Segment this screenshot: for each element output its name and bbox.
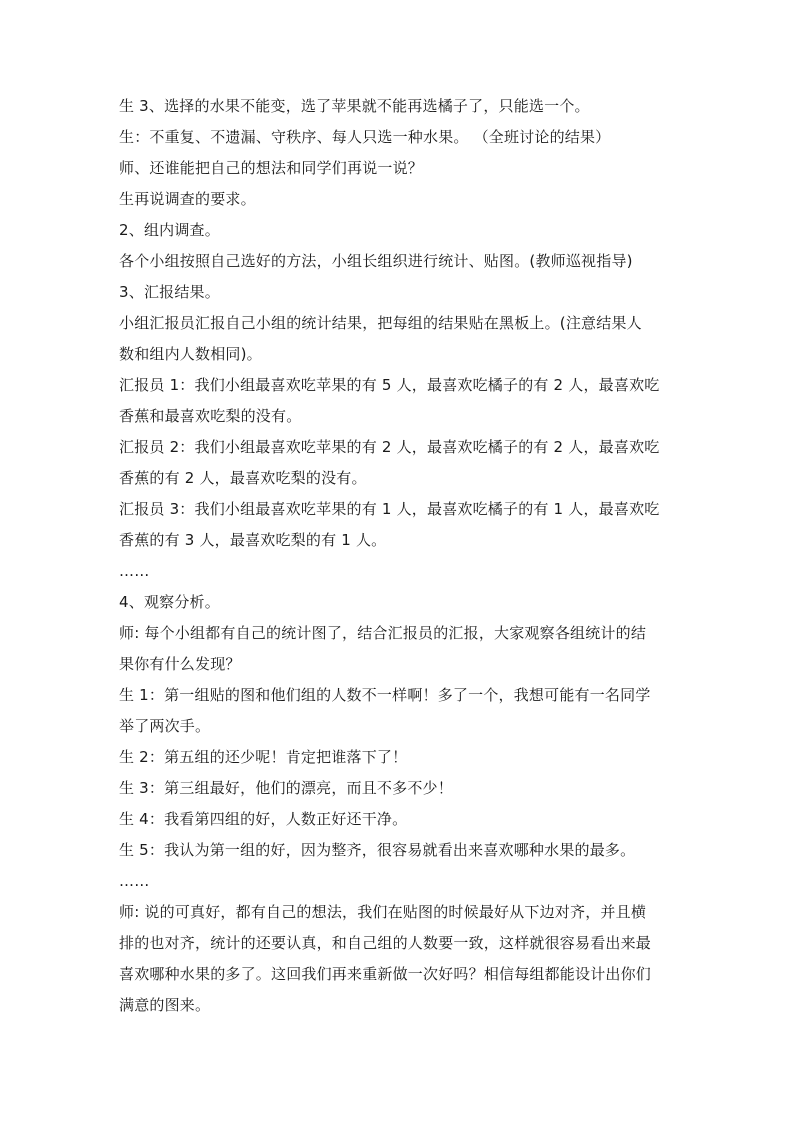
text-line: 生：不重复、不遗漏、守秩序、每人只选一种水果。 （全班讨论的结果） — [119, 128, 611, 146]
text-line: 香蕉的有 3 人，最喜欢吃梨的有 1 人。 — [119, 531, 387, 549]
ellipsis: …… — [119, 562, 150, 580]
text-line: 各个小组按照自己选好的方法，小组长组织进行统计、贴图。(教师巡视指导) — [119, 252, 633, 270]
text-line: 4、观察分析。 — [119, 593, 220, 611]
text-line: 生 3：第三组最好，他们的漂亮，而且不多不少！ — [119, 779, 453, 797]
text-line: 举了两次手。 — [119, 717, 211, 735]
text-line: 香蕉和最喜欢吃梨的没有。 — [119, 407, 302, 425]
text-line: 香蕉的有 2 人，最喜欢吃梨的没有。 — [119, 469, 367, 487]
text-line: 小组汇报员汇报自己小组的统计结果，把每组的结果贴在黑板上。(注意结果人 — [119, 314, 642, 332]
text-line: 3、汇报结果。 — [119, 283, 220, 301]
text-line: 生 2：第五组的还少呢！肯定把谁落下了！ — [119, 748, 408, 766]
text-line: 生 1：第一组贴的图和他们组的人数不一样啊！多了一个，我想可能有一名同学 — [119, 686, 651, 704]
text-line: 满意的图来。 — [119, 996, 211, 1014]
text-line: 生 5：我认为第一组的好，因为整齐，很容易就看出来喜欢哪种水果的最多。 — [119, 841, 636, 859]
text-line: 生 4：我看第四组的好，人数正好还干净。 — [119, 810, 408, 828]
text-line: 师、还谁能把自己的想法和同学们再说一说？ — [119, 159, 424, 177]
text-line: 2、组内调查。 — [119, 221, 220, 239]
text-line: 排的也对齐，统计的还要认真，和自己组的人数要一致，这样就很容易看出来最 — [119, 934, 652, 952]
ellipsis: …… — [119, 872, 150, 890]
text-line: 汇报员 1：我们小组最喜欢吃苹果的有 5 人，最喜欢吃橘子的有 2 人，最喜欢吃 — [119, 376, 660, 394]
text-line: 果你有什么发现？ — [119, 655, 241, 673]
text-line: 汇报员 2：我们小组最喜欢吃苹果的有 2 人，最喜欢吃橘子的有 2 人，最喜欢吃 — [119, 438, 660, 456]
text-line: 师: 每个小组都有自己的统计图了，结合汇报员的汇报，大家观察各组统计的结 — [119, 624, 647, 642]
text-line: 生再说调查的要求。 — [119, 190, 256, 208]
text-line: 生 3、选择的水果不能变，选了苹果就不能再选橘子了，只能选一个。 — [119, 97, 590, 115]
text-line: 喜欢哪种水果的多了。这回我们再来重新做一次好吗？相信每组都能设计出你们 — [119, 965, 652, 983]
text-line: 师: 说的可真好，都有自己的想法，我们在贴图的时候最好从下边对齐，并且横 — [119, 903, 647, 921]
text-line: 汇报员 3：我们小组最喜欢吃苹果的有 1 人，最喜欢吃橘子的有 1 人，最喜欢吃 — [119, 500, 660, 518]
text-line: 数和组内人数相同)。 — [119, 345, 262, 363]
